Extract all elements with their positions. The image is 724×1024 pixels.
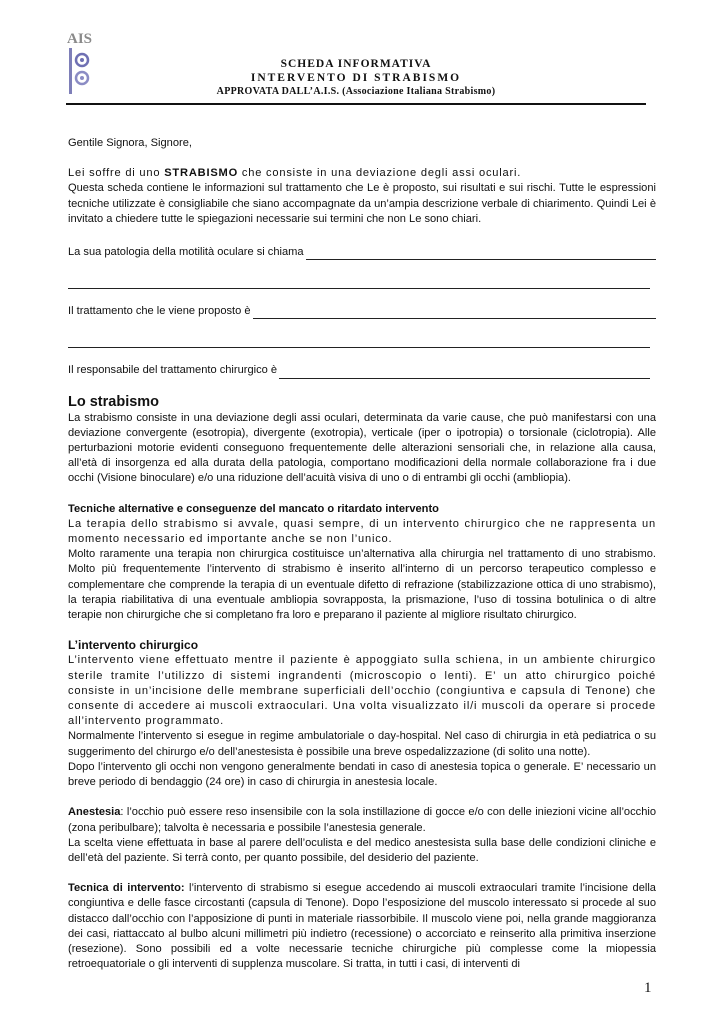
section-title-tecniche: Tecniche alternative e conseguenze del mancato o ritardato intervento xyxy=(68,502,439,515)
field-trattamento-label: Il trattamento che le viene proposto è xyxy=(68,305,251,318)
section-tecniche-p1: La terapia dello strabismo si avvale, quasi sempre, di un intervento chirurgico che ne rappresenta un momento necessario ed importante anche se non l’unico. xyxy=(68,517,656,546)
header-title: SCHEDA INFORMATIVA xyxy=(280,58,432,70)
header-approval: APPROVATA DALL’A.I.S. (Associazione Italiana Strabismo) xyxy=(216,86,496,97)
anestesia-p2: La scelta viene effettuata in base al parere dell’oculista e del medico anestesista sulla base delle condizioni cliniche e dell’età del paziente. Si terrà conto, per quanto possibile, del desiderio del paziente. xyxy=(68,836,656,864)
section-tecniche-p2: Molto raramente una terapia non chirurgica costituisce un’alternativa alla chirurgia nel trattamento di uno strabismo. Molto più frequentemente l’intervento di strabismo è inserito all’interno di un percorso terapeutico complesso e complementare che comprende la terapia di un eventuale difetto di refrazione (stabilizzazione ottica di uno strabismo), la terapia riabilitativa di una eventuale ambliopia sovrapposta, la prismazione, l’uso di tossina botulinica o di altre terapie non chirurgiche che si completano fra loro e preparano il paziente al migliore risultato chirurgico. xyxy=(68,548,656,622)
section-intervento-p3: Dopo l’intervento gli occhi non vengono generalmente bendati in caso di anestesia topica o generale. E’ necessario un breve periodo di bendaggio (24 ore) in caso di chirurgia in anestesia locale. xyxy=(68,760,656,789)
logo-text: AIS xyxy=(67,31,93,47)
blank-line-2[interactable] xyxy=(68,335,650,348)
field-responsabile[interactable] xyxy=(68,363,656,378)
tecnica-label: Tecnica di intervento: xyxy=(68,882,185,895)
intro-text: Questa scheda contiene le informazioni sul trattamento che Le è proposto, sui risultati e sui rischi. Tutte le espressioni tecniche utilizzate è consigliabile che siano accompagnate da un’ampia descrizione verbale di chiarimento. Quindi Lei è invitato a chiedere tutte le spiegazioni necessarie sui termini che non Le sono chiari. xyxy=(68,182,656,225)
header-rule xyxy=(66,103,646,105)
section-intervento-p1: L’intervento viene effettuato mentre il paziente è appoggiato sulla schiena, in un ambiente chirurgico sterile tramite l’utilizzo di sistemi ingrandenti (microscopio o lenti). E’ un atto chirurgico poiché consiste in un’incisione delle membrane superficiali dell’occhio (congiuntiva e capsula di Tenone) che consente di accedere ai muscoli extraoculari. Una volta visualizzato il/i muscoli da operare si procede all’intervento programmato. xyxy=(68,654,656,728)
blank-line-1[interactable] xyxy=(68,276,650,289)
page-number: 1 xyxy=(644,980,652,996)
strabismo-bold: STRABISMO xyxy=(164,167,238,180)
anestesia-label: Anestesia xyxy=(68,806,121,819)
field-trattamento[interactable] xyxy=(68,304,656,319)
field-responsabile-line[interactable] xyxy=(279,368,650,379)
document-header xyxy=(66,57,646,99)
tecnica-paragraph: Tecnica di intervento: l’intervento di strabismo si esegue accedendo ai muscoli extraoculari tramite l’incisione della congiuntiva e delle fasce circostanti (capsula di Tenone). Dopo l’esposizione del muscolo interessato si procede al suo distacco dall’occhio con l’apposizione di punti in materiale riassorbibile. Il muscolo viene poi, nella grande maggioranza dei casi, riattaccato al bulbo alcuni millimetri più indietro (recessione) o accorciato e reinserito alla primitiva inserzione (resezione). Sono possibili ed a volte necessarie tecniche chirurgiche più complesse come la miopessia retroequatoriale o gli interventi di supplenza muscolare. Si tratta, in tutti i casi, di interventi di xyxy=(68,882,656,971)
section-title-intervento: L’intervento chirurgico xyxy=(68,638,199,653)
field-responsabile-label: Il responsabile del trattamento chirurgico è xyxy=(68,364,278,377)
field-trattamento-line[interactable] xyxy=(253,308,656,319)
field-patologia-line[interactable] xyxy=(306,249,656,260)
field-patologia[interactable] xyxy=(68,245,656,260)
greeting: Gentile Signora, Signore, xyxy=(68,137,192,149)
section-intervento-p2: Normalmente l’intervento si esegue in regime ambulatoriale o day-hospital. Nel caso di chirurgia in età pediatrica o su suggerimento del chirurgo e/o dell’anestesista è possibile una breve ospedalizzazione (di solito una notte). xyxy=(68,730,656,758)
header-subtitle: INTERVENTO DI STRABISMO xyxy=(250,72,462,84)
document-body xyxy=(68,136,656,972)
field-patologia-label: La sua patologia della motilità oculare si chiama xyxy=(68,246,304,259)
intro-lead: Lei soffre di uno STRABISMO che consiste in una deviazione degli assi oculari. xyxy=(68,167,522,180)
anestesia-paragraph: Anestesia: l’occhio può essere reso insensibile con la sola instillazione di gocce e/o con delle iniezioni vicine all’occhio (zona peribulbare); talvolta è necessaria e possibile l’anestesia generale. xyxy=(68,806,656,834)
section-strabismo-text: La strabismo consiste in una deviazione degli assi oculari, determinata da varie cause, che può manifestarsi con una deviazione convergente (esotropia), divergente (exotropia), verticale (iper o ipotropia) o torsionale (ciclotropia). Alle perturbazioni motorie evidenti conseguono frequentemente delle alterazioni sensoriali che, in relazione alla causa, all’età di insorgenza ed alla durata della patologia, comportano modificazioni della normale collaborazione fra i due occhi (Visione binoculare) e/o una riduzione dell’acuità visiva di uno o di entrambi gli occhi (ambliopia). xyxy=(68,411,656,485)
section-title-strabismo: Lo strabismo xyxy=(68,393,160,410)
